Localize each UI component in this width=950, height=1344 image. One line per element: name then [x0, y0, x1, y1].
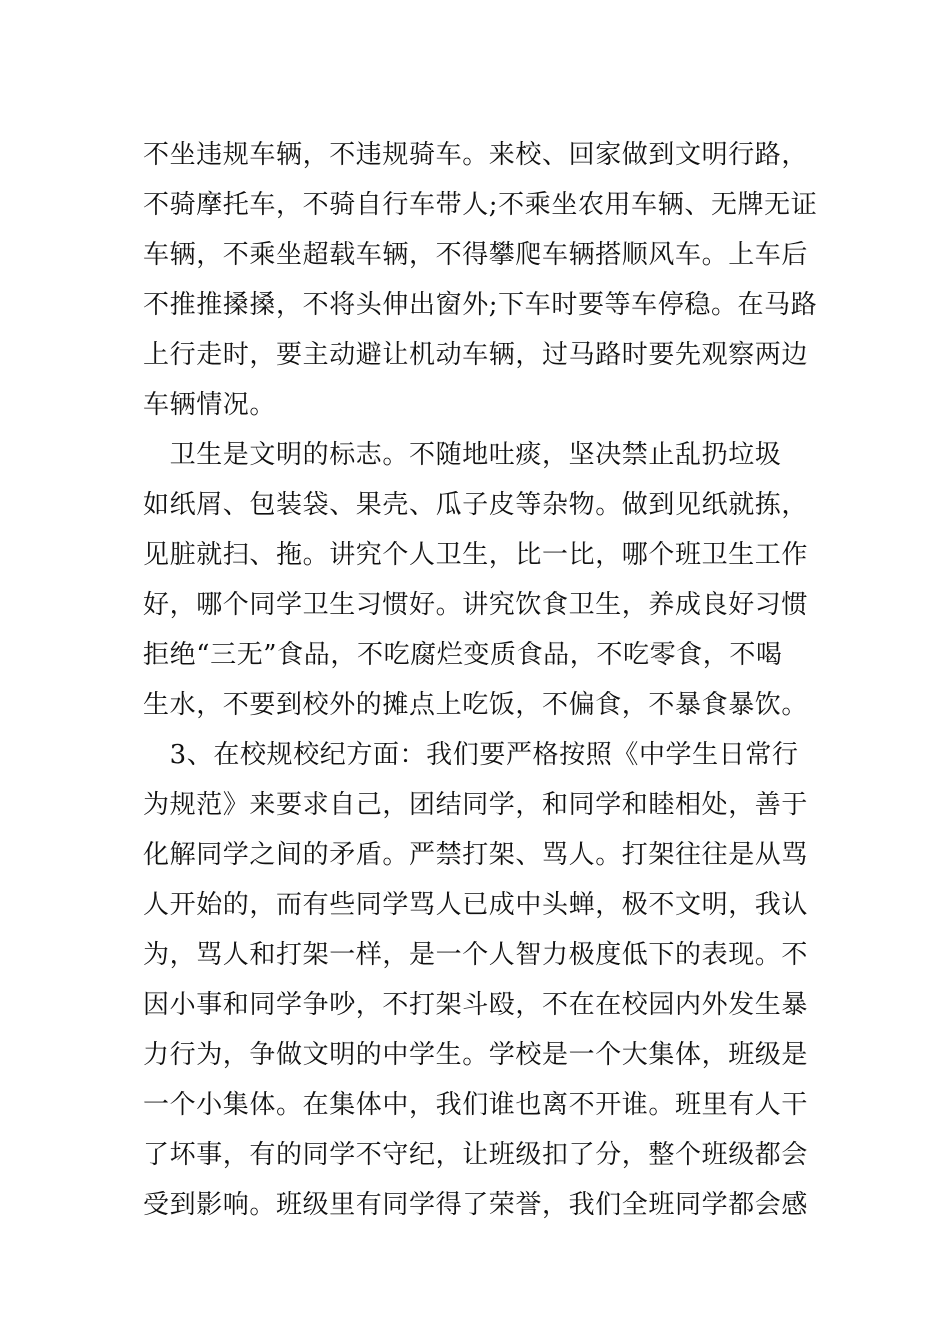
- text-line: 上行走时，要主动避让机动车辆，过马路时要先观察两边: [143, 340, 809, 370]
- text-line: 化解同学之间的矛盾。严禁打架、骂人。打架往往是从骂: [143, 840, 809, 870]
- text-line: 受到影响。班级里有同学得了荣誉，我们全班同学都会感: [143, 1190, 809, 1220]
- text-line: 为，骂人和打架一样，是一个人智力极度低下的表现。不: [143, 940, 809, 970]
- text-line: 人开始的，而有些同学骂人已成中头蝉，极不文明，我认: [143, 890, 809, 920]
- text-line: 好，哪个同学卫生习惯好。讲究饮食卫生，养成良好习惯: [143, 590, 809, 620]
- text-line: 拒绝“三无”食品，不吃腐烂变质食品，不吃零食，不喝: [143, 640, 783, 670]
- text-line: 不推推搡搡，不将头伸出窗外;下车时要等车停稳。在马路: [143, 290, 818, 320]
- text-line: 车辆，不乘坐超载车辆，不得攀爬车辆搭顺风车。上车后: [143, 240, 809, 270]
- text-line: 一个小集体。在集体中，我们谁也离不开谁。班里有人干: [143, 1090, 809, 1120]
- text-line: 车辆情况。: [143, 390, 277, 420]
- text-line: 因小事和同学争吵，不打架斗殴，不在在校园内外发生暴: [143, 990, 809, 1020]
- text-line: 为规范》来要求自己，团结同学，和同学和睦相处，善于: [143, 790, 809, 820]
- text-line: 力行为，争做文明的中学生。学校是一个大集体，班级是: [143, 1040, 809, 1070]
- text-line: 了坏事，有的同学不守纪，让班级扣了分，整个班级都会: [143, 1140, 809, 1170]
- text-line: 生水，不要到校外的摊点上吃饭，不偏食，不暴食暴饮。: [143, 690, 809, 720]
- text-line: 3、在校规校纪方面：我们要严格按照《中学生日常行: [143, 740, 799, 770]
- text-line: 见脏就扫、拖。讲究个人卫生，比一比，哪个班卫生工作: [143, 540, 809, 570]
- text-line: 不坐违规车辆，不违规骑车。来校、回家做到文明行路，: [143, 140, 809, 170]
- text-line: 不骑摩托车，不骑自行车带人;不乘坐农用车辆、无牌无证: [143, 190, 818, 220]
- body-text: [143, 130, 818, 1230]
- text-line: 卫生是文明的标志。不随地吐痰，坚决禁止乱扔垃圾: [143, 440, 782, 470]
- text-line: 如纸屑、包装袋、果壳、瓜子皮等杂物。做到见纸就拣，: [143, 490, 809, 520]
